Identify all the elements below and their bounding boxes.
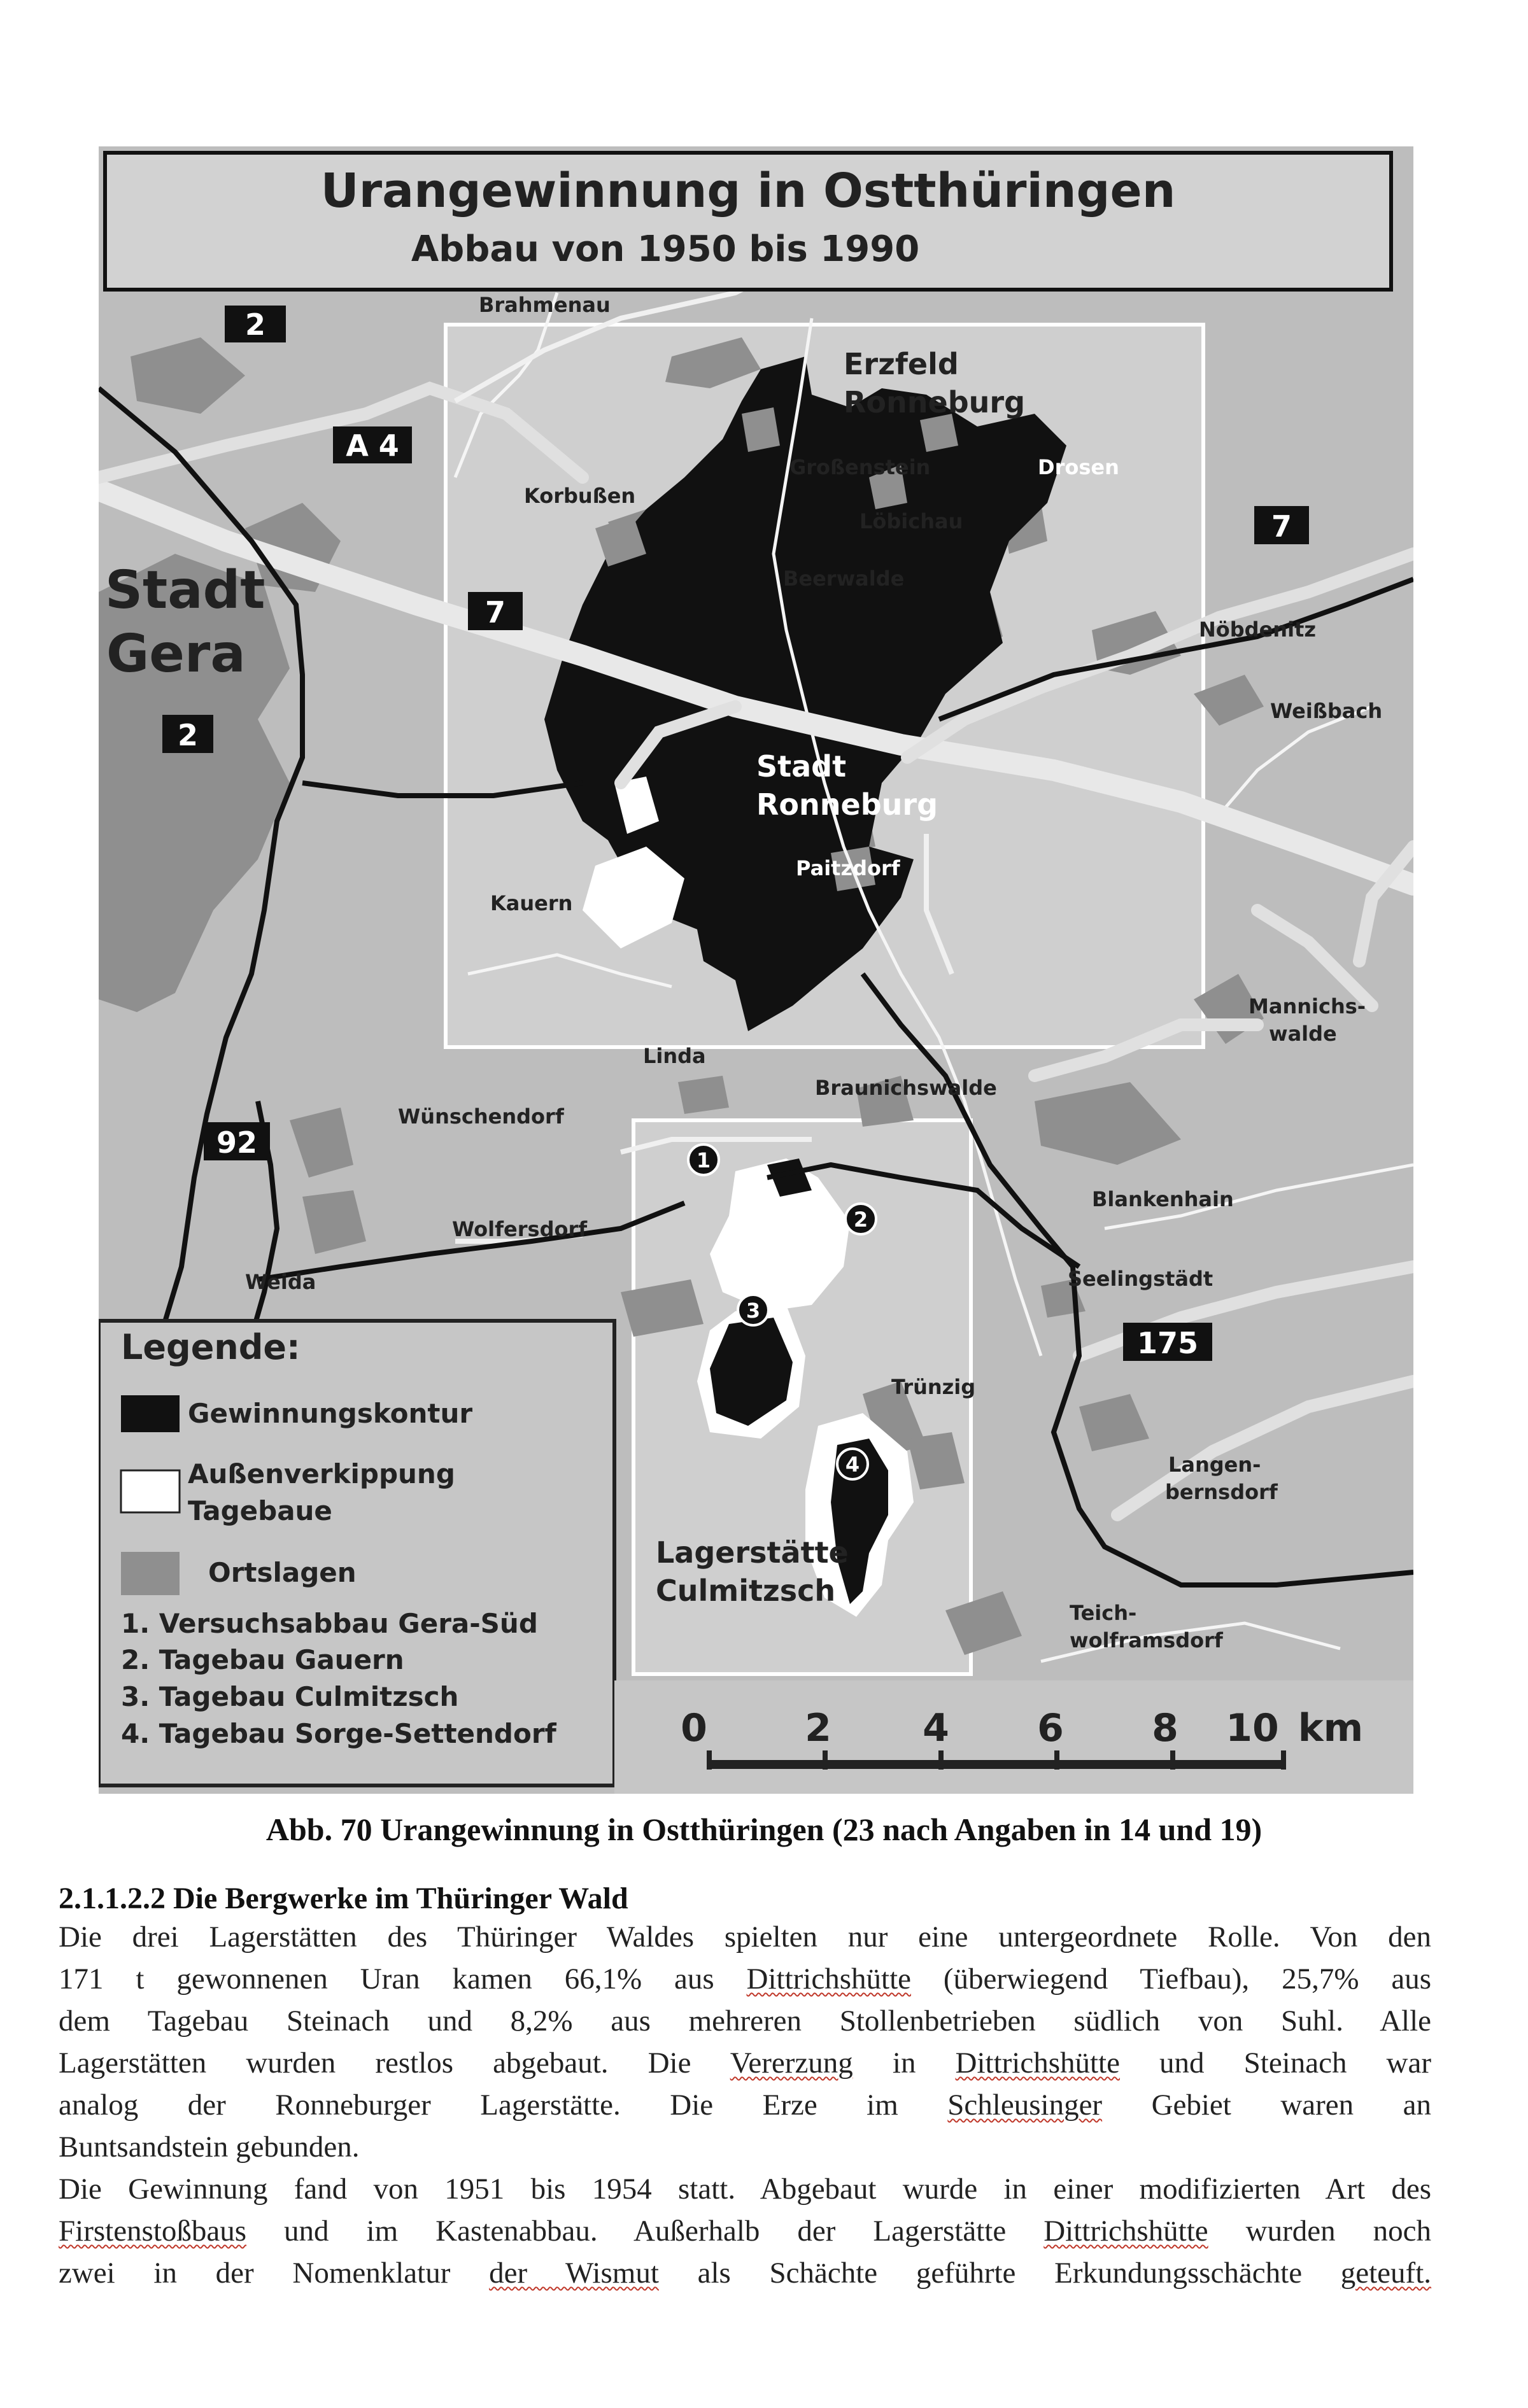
label-loebichau: Löbichau <box>860 509 963 533</box>
site-marker-1: 1 <box>696 1148 711 1172</box>
label-mannichswalde-1: Mannichs- <box>1249 994 1366 1018</box>
road-shield-2-gera: 2 <box>177 718 199 752</box>
scale-tick-8: 8 <box>1152 1706 1178 1750</box>
label-ronneburg-field: Ronneburg <box>844 385 1026 419</box>
label-drosen: Drosen <box>1038 455 1119 479</box>
label-weida: Weida <box>245 1270 316 1294</box>
label-truenzig: Trünzig <box>891 1375 976 1399</box>
legend-title: Legende: <box>121 1327 301 1367</box>
label-wuenschendorf: Wünschendorf <box>398 1104 564 1129</box>
p1-line-3: dem Tagebau Steinach und 8,2% aus mehreren Stollenbetrieben südlich von Suhl. Alle <box>59 2004 1431 2038</box>
scale-unit: km <box>1298 1706 1364 1750</box>
label-stadt-gera-2: Gera <box>106 624 246 684</box>
label-noebdenitz: Nöbdenitz <box>1199 617 1316 642</box>
legend-tagebaue: Tagebaue <box>188 1495 332 1526</box>
scale-bar <box>614 1680 1413 1794</box>
scale-tick-4: 4 <box>923 1706 949 1750</box>
label-lagerstaette-1: Lagerstätte <box>656 1535 849 1570</box>
legend-ortslagen: Ortslagen <box>208 1557 357 1588</box>
label-grossenstein: Großenstein <box>789 455 931 479</box>
road-shield-92: 92 <box>216 1125 258 1160</box>
spellcheck-word: Dittrichshütte <box>1043 2214 1208 2248</box>
label-brahmenau: Brahmenau <box>479 293 611 317</box>
legend-gewinnungskontur: Gewinnungskontur <box>188 1398 473 1429</box>
road-shield-7-east: 7 <box>1271 509 1292 544</box>
label-langenbernsdorf-2: bernsdorf <box>1165 1480 1278 1504</box>
site-marker-2: 2 <box>853 1208 868 1232</box>
road-shield-2-north: 2 <box>244 307 266 342</box>
road-shield-a4: A 4 <box>346 428 399 463</box>
label-stadt-gera-1: Stadt <box>105 560 265 621</box>
label-teichwolframsdorf-2: wolframsdorf <box>1070 1628 1223 1652</box>
text-run: und Steinach war <box>1119 2046 1431 2080</box>
map-subtitle: Abbau von 1950 bis 1990 <box>411 229 920 270</box>
text-run: (überwiegend Tiefbau), 25,7% aus <box>911 1962 1431 1996</box>
text-run: 171 t gewonnenen Uran kamen 66,1% aus <box>59 1962 747 1996</box>
label-langenbernsdorf-1: Langen- <box>1168 1453 1261 1477</box>
label-kauern: Kauern <box>490 891 573 915</box>
p2-line-3 <box>59 2252 1431 2294</box>
label-linda: Linda <box>643 1044 706 1068</box>
text-run: in <box>852 2046 956 2080</box>
scale-tick-6: 6 <box>1037 1706 1064 1750</box>
label-weissbach: Weißbach <box>1270 699 1383 723</box>
text-run: wurden noch <box>1208 2214 1431 2248</box>
p1-line-1: Die drei Lagerstätten des Thüringer Waldes spielten nur eine untergeordnete Rolle. Von den <box>59 1920 1431 1954</box>
legend-aussenverkippung: Außenverkippung <box>188 1458 455 1489</box>
spellcheck-word: Dittrichshütte <box>955 2046 1120 2080</box>
text-run: Gebiet waren an <box>1102 2088 1431 2122</box>
scale-tick-10: 10 <box>1226 1706 1279 1750</box>
legend-item-4: 4. Tagebau Sorge-Settendorf <box>121 1718 556 1749</box>
uranium-map-figure <box>99 146 1413 1794</box>
road-shield-175: 175 <box>1136 1326 1199 1360</box>
label-seelingstaedt: Seelingstädt <box>1068 1267 1213 1291</box>
road-shield-7-west: 7 <box>485 595 506 630</box>
text-run: analog der Ronneburger Lagerstätte. Die Erze im <box>59 2088 948 2122</box>
spellcheck-word: Firstenstoßbaus <box>59 2214 247 2248</box>
text-run: zwei in der Nomenklatur <box>59 2257 490 2290</box>
spellcheck-word: geteuft. <box>1340 2257 1432 2290</box>
label-lagerstaette-2: Culmitzsch <box>656 1574 836 1608</box>
figure-caption: Abb. 70 Urangewinnung in Ostthüringen (23 nach Angaben in 14 und 19) <box>265 1812 1263 1847</box>
label-braunichswalde: Braunichswalde <box>815 1076 997 1100</box>
label-mannichswalde-2: walde <box>1269 1022 1337 1046</box>
label-blankenhain: Blankenhain <box>1092 1187 1234 1211</box>
label-stadt-ronneburg-1: Stadt <box>756 749 847 784</box>
label-erzfeld: Erzfeld <box>844 347 959 381</box>
label-korbussen: Korbußen <box>524 484 636 508</box>
map-title: Urangewinnung in Ostthüringen <box>320 164 1176 218</box>
label-paitzdorf: Paitzdorf <box>796 856 900 880</box>
text-run: und im Kastenabbau. Außerhalb der Lagerstätte <box>246 2214 1044 2248</box>
legend-item-2: 2. Tagebau Gauern <box>121 1644 404 1675</box>
p1-line-4 <box>59 2042 1431 2084</box>
site-marker-3: 3 <box>746 1299 761 1323</box>
text-run: als Schächte geführte Erkundungsschächte <box>658 2257 1341 2290</box>
uranium-map <box>99 146 1413 1794</box>
spellcheck-word: Schleusinger <box>947 2088 1103 2122</box>
label-teichwolframsdorf-1: Teich- <box>1070 1601 1137 1625</box>
section-heading: 2.1.1.2.2 Die Bergwerke im Thüringer Wald <box>59 1882 628 1915</box>
spellcheck-word: der Wismut <box>489 2257 659 2290</box>
p1-line-6: Buntsandstein gebunden. <box>59 2130 360 2164</box>
label-stadt-ronneburg-2: Ronneburg <box>756 787 938 822</box>
spellcheck-word: Dittrichshütte <box>746 1962 911 1996</box>
spellcheck-word: Vererzung <box>730 2046 853 2080</box>
scale-tick-2: 2 <box>805 1706 831 1750</box>
legend-item-1: 1. Versuchsabbau Gera-Süd <box>121 1608 538 1639</box>
site-marker-4: 4 <box>845 1453 860 1477</box>
p1-line-5 <box>59 2084 1431 2126</box>
label-beerwalde: Beerwalde <box>783 567 905 591</box>
label-wolfersdorf: Wolfersdorf <box>452 1217 588 1241</box>
paragraph-2 <box>59 2168 1431 2294</box>
text-run: Lagerstätten wurden restlos abgebaut. Die <box>59 2046 730 2080</box>
legend-item-3: 3. Tagebau Culmitzsch <box>121 1681 459 1712</box>
scale-tick-0: 0 <box>681 1706 707 1750</box>
p2-line-2 <box>59 2210 1431 2252</box>
paragraph-1 <box>59 1916 1431 2168</box>
p2-line-1: Die Gewinnung fand von 1951 bis 1954 statt. Abgebaut wurde in einer modifizierten Art des <box>59 2172 1431 2206</box>
p1-line-2 <box>59 1958 1431 2000</box>
